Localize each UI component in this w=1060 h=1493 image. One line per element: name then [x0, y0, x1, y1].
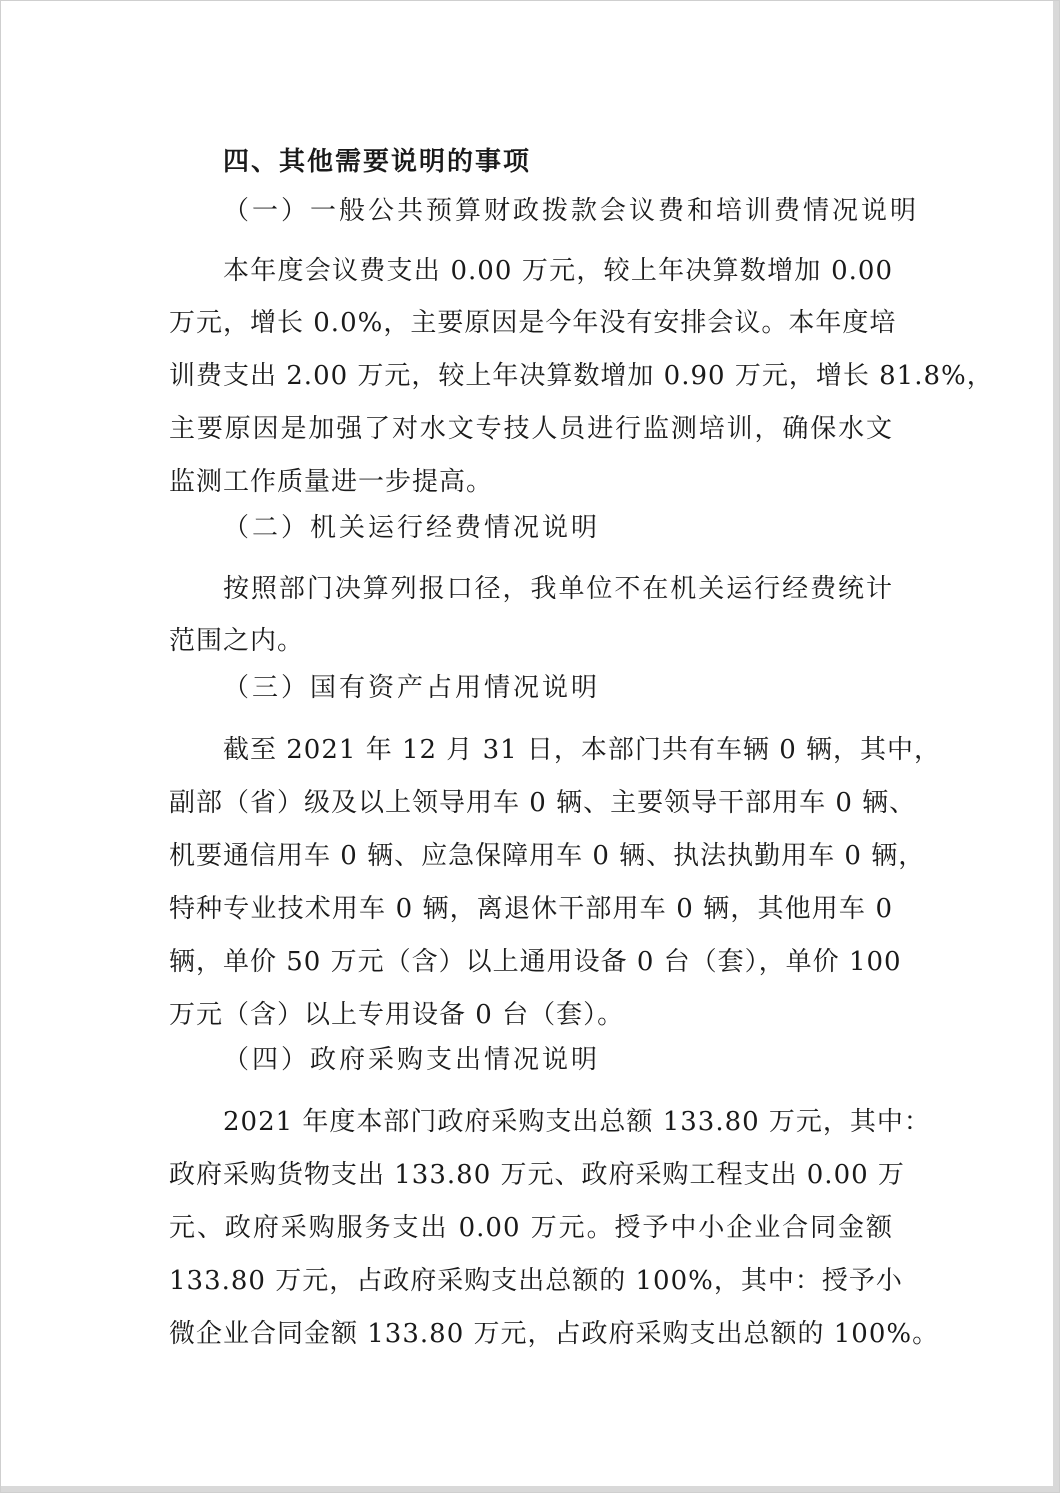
- paragraph-line: 本年度会议费支出 0.00 万元，较上年决算数增加 0.00: [223, 256, 893, 286]
- paragraph-line: 训费支出 2.00 万元，较上年决算数增加 0.90 万元，增长 81.8%，: [169, 361, 994, 391]
- paragraph-line: 特种专业技术用车 0 辆，离退休干部用车 0 辆，其他用车 0: [169, 894, 893, 924]
- paragraph-line: 政府采购货物支出 133.80 万元、政府采购工程支出 0.00 万: [169, 1160, 905, 1190]
- subsection-heading-1: （一）一般公共预算财政拨款会议费和培训费情况说明: [223, 196, 920, 226]
- paragraph-line: 2021 年度本部门政府采购支出总额 133.80 万元，其中：: [223, 1107, 931, 1137]
- paragraph-line: 按照部门决算列报口径，我单位不在机关运行经费统计: [223, 574, 893, 604]
- paragraph-line: 133.80 万元，占政府采购支出总额的 100%，其中：授予小: [169, 1266, 903, 1296]
- subsection-heading-3: （三）国有资产占用情况说明: [223, 673, 601, 703]
- paragraph-line: 范围之内。: [169, 626, 305, 656]
- section-title: 四、其他需要说明的事项: [223, 147, 532, 177]
- paragraph-line: 万元（含）以上专用设备 0 台（套）。: [169, 1000, 625, 1030]
- paragraph-line: 副部（省）级及以上领导用车 0 辆、主要领导干部用车 0 辆、: [169, 788, 917, 818]
- paragraph-line: 元、政府采购服务支出 0.00 万元。授予中小企业合同金额: [169, 1213, 893, 1243]
- paragraph-line: 截至 2021 年 12 月 31 日，本部门共有车辆 0 辆，其中，: [223, 735, 941, 765]
- paragraph-line: 辆，单价 50 万元（含）以上通用设备 0 台（套），单价 100: [169, 947, 902, 977]
- subsection-heading-4: （四）政府采购支出情况说明: [223, 1045, 601, 1075]
- paragraph-line: 微企业合同金额 133.80 万元，占政府采购支出总额的 100%。: [169, 1319, 940, 1349]
- paragraph-line: 主要原因是加强了对水文专技人员进行监测培训，确保水文: [169, 414, 893, 444]
- paragraph-line: 机要通信用车 0 辆、应急保障用车 0 辆、执法执勤用车 0 辆，: [169, 841, 926, 871]
- paragraph-line: 万元，增长 0.0%，主要原因是今年没有安排会议。本年度培: [169, 308, 897, 338]
- subsection-heading-2: （二）机关运行经费情况说明: [223, 513, 601, 543]
- paragraph-line: 监测工作质量进一步提高。: [169, 467, 494, 497]
